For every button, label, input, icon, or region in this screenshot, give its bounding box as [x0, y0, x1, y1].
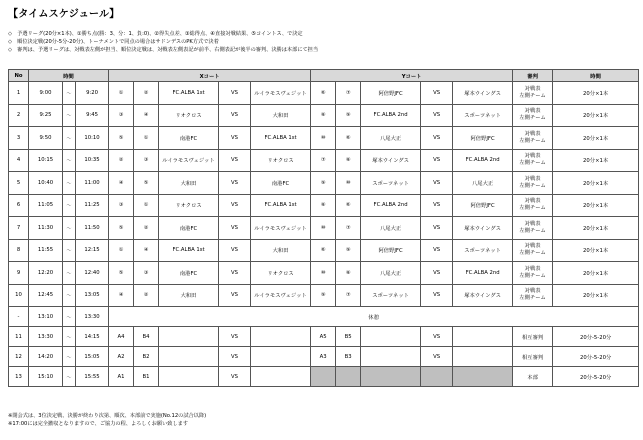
match-no: 5	[9, 172, 29, 195]
match-duration: 20分×1本	[553, 82, 639, 105]
match-duration: 20分-5-20分	[553, 327, 639, 347]
y-empty-cell	[421, 367, 453, 387]
time-separator: ～	[63, 104, 76, 127]
x-team-1	[159, 327, 219, 347]
x-team-1: FC.ALBA 1st	[159, 82, 219, 105]
referee-line-2: 左側チーム	[519, 272, 546, 279]
table-row	[9, 217, 639, 240]
match-no: 1	[9, 82, 29, 105]
start-time: 9:00	[29, 82, 63, 105]
x-vs: VS	[219, 82, 251, 105]
y-team-2: FC.ALBA 2nd	[453, 262, 513, 285]
x-seed-a: ⑤	[109, 262, 134, 285]
referee-cell: 相互審判	[513, 327, 553, 347]
y-empty-cell	[311, 367, 336, 387]
y-vs: VS	[421, 284, 453, 307]
end-time: 10:10	[76, 127, 109, 150]
end-time: 10:35	[76, 149, 109, 172]
referee-cell	[513, 262, 553, 285]
y-team-1: 塚本ウイングス	[361, 149, 421, 172]
x-team-2: リオクロス	[251, 262, 311, 285]
time-separator: ～	[63, 347, 76, 367]
referee-line-2: 左側チーム	[519, 137, 546, 144]
referee-line-1: 対戦表	[524, 153, 541, 160]
x-seed-b: ③	[134, 262, 159, 285]
x-vs: VS	[219, 262, 251, 285]
table-row	[9, 347, 639, 367]
time-separator: ～	[63, 172, 76, 195]
x-vs: VS	[219, 217, 251, 240]
x-vs: VS	[219, 104, 251, 127]
footer-notes	[8, 412, 206, 428]
table-row	[9, 172, 639, 195]
header-y-court: Yコート	[311, 70, 513, 82]
end-time: 9:45	[76, 104, 109, 127]
match-no: 6	[9, 194, 29, 217]
x-seed-a: ①	[109, 82, 134, 105]
y-seed-a: ⑩	[311, 262, 336, 285]
referee-cell: 相互審判	[513, 347, 553, 367]
referee-cell	[513, 284, 553, 307]
rules-notes	[8, 30, 318, 54]
x-seed-b: ②	[134, 284, 159, 307]
y-seed-a: ⑩	[311, 127, 336, 150]
match-duration: 20分-5-20分	[553, 347, 639, 367]
referee-line-1: 対戦表	[524, 243, 541, 250]
x-vs: VS	[219, 194, 251, 217]
x-seed-a: A2	[109, 347, 134, 367]
referee-line-1: 対戦表	[524, 85, 541, 92]
match-no: 9	[9, 262, 29, 285]
end-time: 12:40	[76, 262, 109, 285]
y-seed-a: ⑦	[311, 149, 336, 172]
x-seed-b: ②	[134, 217, 159, 240]
x-team-2: ルイラモスヴェジット	[251, 82, 311, 105]
match-duration: 20分×1本	[553, 172, 639, 195]
referee-cell: 本部	[513, 367, 553, 387]
x-vs: VS	[219, 367, 251, 387]
time-separator: ～	[63, 262, 76, 285]
header-referee: 審判	[513, 70, 553, 82]
start-time: 10:15	[29, 149, 63, 172]
x-seed-a: ②	[109, 149, 134, 172]
y-team-2: 塚本ウイングス	[453, 284, 513, 307]
match-duration: 20分×1本	[553, 217, 639, 240]
x-team-1	[159, 347, 219, 367]
match-duration: 20分×1本	[553, 262, 639, 285]
x-team-1	[159, 367, 219, 387]
referee-line-1: 対戦表	[524, 175, 541, 182]
start-time: 13:10	[29, 307, 63, 327]
x-vs: VS	[219, 127, 251, 150]
x-team-1: 大和田	[159, 284, 219, 307]
schedule-table	[8, 69, 639, 387]
x-team-2: 大和田	[251, 239, 311, 262]
x-vs: VS	[219, 172, 251, 195]
x-vs: VS	[219, 347, 251, 367]
y-seed-a: ⑥	[311, 82, 336, 105]
y-vs: VS	[421, 127, 453, 150]
y-team-1: スポーツネット	[361, 172, 421, 195]
match-duration: 20分×1本	[553, 194, 639, 217]
end-time: 9:20	[76, 82, 109, 105]
y-seed-a: A3	[311, 347, 336, 367]
x-team-2	[251, 367, 311, 387]
referee-line-2: 左側チーム	[519, 115, 546, 122]
note-league-rule: ◇ 予選リーグ(20分×1本)、①勝ち点(勝：3、分：1、負:0)、②得失点差、③総得点、④直接対戦結果、⑤コイントス、で決定	[8, 31, 303, 37]
end-time: 13:05	[76, 284, 109, 307]
table-row	[9, 262, 639, 285]
x-team-1: リオクロス	[159, 194, 219, 217]
y-seed-a: ⑥	[311, 239, 336, 262]
end-time: 11:25	[76, 194, 109, 217]
start-time: 10:40	[29, 172, 63, 195]
y-vs: VS	[421, 327, 453, 347]
y-vs: VS	[421, 104, 453, 127]
y-vs: VS	[421, 149, 453, 172]
y-vs: VS	[421, 347, 453, 367]
x-seed-a: ④	[109, 284, 134, 307]
referee-cell	[513, 194, 553, 217]
referee-line-1: 対戦表	[524, 288, 541, 295]
y-team-1	[361, 347, 421, 367]
header-duration: 時間	[553, 70, 639, 82]
y-team-2: FC.ALBA 2nd	[453, 149, 513, 172]
end-time: 15:05	[76, 347, 109, 367]
x-vs: VS	[219, 327, 251, 347]
referee-line-1: 対戦表	[524, 130, 541, 137]
table-row	[9, 239, 639, 262]
match-no: 8	[9, 239, 29, 262]
y-seed-b: B3	[336, 347, 361, 367]
time-separator: ～	[63, 307, 76, 327]
x-team-2: 大和田	[251, 104, 311, 127]
referee-line-1: 対戦表	[524, 108, 541, 115]
time-separator: ～	[63, 239, 76, 262]
x-seed-b: ③	[134, 149, 159, 172]
x-team-2: ルイラモスヴェジット	[251, 284, 311, 307]
table-row	[9, 284, 639, 307]
y-empty-cell	[453, 367, 513, 387]
x-seed-a: ④	[109, 172, 134, 195]
time-separator: ～	[63, 82, 76, 105]
x-team-1: 南港FC	[159, 262, 219, 285]
referee-cell	[513, 82, 553, 105]
y-seed-b: ⑨	[336, 104, 361, 127]
y-team-1: FC.ALBA 2nd	[361, 194, 421, 217]
y-team-2: 八尾大正	[453, 172, 513, 195]
table-header-row	[9, 70, 639, 82]
match-no: -	[9, 307, 29, 327]
start-time: 12:45	[29, 284, 63, 307]
x-seed-b: ①	[134, 194, 159, 217]
y-vs: VS	[421, 172, 453, 195]
y-team-2	[453, 327, 513, 347]
x-seed-a: ⑤	[109, 127, 134, 150]
y-team-1: スポーツネット	[361, 284, 421, 307]
referee-line-2: 左側チーム	[519, 250, 546, 257]
y-team-1: 八尾大正	[361, 217, 421, 240]
y-vs: VS	[421, 239, 453, 262]
y-seed-b: B5	[336, 327, 361, 347]
table-row	[9, 367, 639, 387]
referee-line-2: 左側チーム	[519, 92, 546, 99]
header-x-court: Xコート	[109, 70, 311, 82]
schedule-body	[9, 82, 639, 387]
y-seed-a: ⑨	[311, 284, 336, 307]
match-no: 3	[9, 127, 29, 150]
x-team-2: 南港FC	[251, 172, 311, 195]
start-time: 13:30	[29, 327, 63, 347]
start-time: 11:55	[29, 239, 63, 262]
y-seed-b: ⑦	[336, 284, 361, 307]
match-duration: 20分×1本	[553, 284, 639, 307]
x-team-1: ルイラモスヴェジット	[159, 149, 219, 172]
start-time: 14:20	[29, 347, 63, 367]
x-team-2: FC.ALBA 1st	[251, 194, 311, 217]
match-no: 10	[9, 284, 29, 307]
table-row	[9, 127, 639, 150]
y-team-2: 阿倍野JFC	[453, 194, 513, 217]
y-seed-a: ⑧	[311, 194, 336, 217]
y-team-1: FC.ALBA 2nd	[361, 104, 421, 127]
end-time: 12:15	[76, 239, 109, 262]
y-team-2: 塚本ウイングス	[453, 82, 513, 105]
referee-line-2: 左側チーム	[519, 160, 546, 167]
match-no: 11	[9, 327, 29, 347]
y-seed-b: ⑧	[336, 262, 361, 285]
end-time: 14:15	[76, 327, 109, 347]
y-seed-b: ⑨	[336, 239, 361, 262]
header-time: 時間	[29, 70, 109, 82]
match-no: 7	[9, 217, 29, 240]
note-placement-rule: ◇ 順位決定戦(20分-5分-20分)、トーナメントで同点の場合はサドンデスのPK方式で決着	[8, 39, 219, 45]
y-seed-a: A5	[311, 327, 336, 347]
y-seed-b: ⑩	[336, 172, 361, 195]
referee-line-2: 左側チーム	[519, 205, 546, 212]
y-vs: VS	[421, 262, 453, 285]
end-time: 11:50	[76, 217, 109, 240]
y-team-1: 八尾大正	[361, 262, 421, 285]
referee-cell	[513, 172, 553, 195]
referee-cell	[513, 217, 553, 240]
referee-line-1: 対戦表	[524, 265, 541, 272]
y-seed-b: ⑦	[336, 82, 361, 105]
x-team-2	[251, 327, 311, 347]
match-duration: 20分×1本	[553, 149, 639, 172]
y-seed-b: ⑥	[336, 194, 361, 217]
x-seed-b: B2	[134, 347, 159, 367]
x-seed-b: B4	[134, 327, 159, 347]
y-team-1: 阿倍野JFC	[361, 239, 421, 262]
end-time: 15:55	[76, 367, 109, 387]
end-time: 13:30	[76, 307, 109, 327]
referee-cell	[513, 127, 553, 150]
referee-cell	[513, 239, 553, 262]
table-row	[9, 104, 639, 127]
y-team-1: 阿倍野JFC	[361, 82, 421, 105]
time-separator: ～	[63, 149, 76, 172]
match-duration: 20分-5-20分	[553, 367, 639, 387]
start-time: 12:20	[29, 262, 63, 285]
y-vs: VS	[421, 194, 453, 217]
y-team-2: スポーツネット	[453, 104, 513, 127]
start-time: 11:05	[29, 194, 63, 217]
y-team-2: スポーツネット	[453, 239, 513, 262]
time-separator: ～	[63, 284, 76, 307]
x-vs: VS	[219, 284, 251, 307]
x-team-1: リオクロス	[159, 104, 219, 127]
x-seed-b: ②	[134, 82, 159, 105]
x-seed-b: ①	[134, 127, 159, 150]
x-team-2: ルイラモスヴェジット	[251, 217, 311, 240]
end-time: 11:00	[76, 172, 109, 195]
referee-cell	[513, 104, 553, 127]
match-duration: 20分×1本	[553, 127, 639, 150]
y-team-2: 塚本ウイングス	[453, 217, 513, 240]
x-vs: VS	[219, 149, 251, 172]
y-team-1: 八尾大正	[361, 127, 421, 150]
start-time: 15:10	[29, 367, 63, 387]
match-no: 13	[9, 367, 29, 387]
x-seed-b: ④	[134, 104, 159, 127]
y-team-2	[453, 347, 513, 367]
time-separator: ～	[63, 327, 76, 347]
referee-cell	[513, 149, 553, 172]
time-separator: ～	[63, 217, 76, 240]
x-team-1: 南港FC	[159, 217, 219, 240]
referee-line-2: 左側チーム	[519, 182, 546, 189]
y-seed-b: ⑦	[336, 217, 361, 240]
x-team-2	[251, 347, 311, 367]
table-row	[9, 82, 639, 105]
y-empty-cell	[336, 367, 361, 387]
x-seed-a: ③	[109, 104, 134, 127]
match-duration: 20分×1本	[553, 104, 639, 127]
x-seed-a: A1	[109, 367, 134, 387]
match-no: 2	[9, 104, 29, 127]
match-duration: 20分×1本	[553, 239, 639, 262]
referee-line-2: 左側チーム	[519, 295, 546, 302]
match-no: 4	[9, 149, 29, 172]
match-no: 12	[9, 347, 29, 367]
y-seed-a: ⑩	[311, 217, 336, 240]
time-separator: ～	[63, 127, 76, 150]
referee-line-1: 対戦表	[524, 198, 541, 205]
break-label: 休憩	[109, 307, 639, 327]
x-seed-a: ①	[109, 239, 134, 262]
table-row	[9, 149, 639, 172]
y-seed-b: ⑧	[336, 149, 361, 172]
y-seed-a: ⑧	[311, 104, 336, 127]
x-team-1: 南港FC	[159, 127, 219, 150]
table-row	[9, 194, 639, 217]
y-vs: VS	[421, 217, 453, 240]
x-seed-a: ⑤	[109, 217, 134, 240]
note-referee-rule: ◇ 審判は、予選リーグは、対戦表左側が担当、順位決定戦は、対戦表左側表記が前半、右側表記が後半の審判、決勝は本部にて担当	[8, 47, 319, 53]
x-team-1: 大和田	[159, 172, 219, 195]
time-separator: ～	[63, 194, 76, 217]
y-seed-a: ⑨	[311, 172, 336, 195]
x-seed-b: ⑤	[134, 172, 159, 195]
start-time: 11:30	[29, 217, 63, 240]
start-time: 9:25	[29, 104, 63, 127]
x-seed-b: B1	[134, 367, 159, 387]
x-team-1: FC.ALBA 1st	[159, 239, 219, 262]
footer-note-withdrawal: ※17:00には完全撤収となりますので、ご協力の程、よろしくお願い致します	[8, 421, 189, 427]
table-row	[9, 327, 639, 347]
footer-note-ceremony: ※閉会式は、3位決定戦、決勝が終わり次第、順次、本部前で実施(No.12の試合以降)	[8, 413, 207, 419]
y-vs: VS	[421, 82, 453, 105]
y-team-2: 阿倍野JFC	[453, 127, 513, 150]
x-seed-a: ③	[109, 194, 134, 217]
time-separator: ～	[63, 367, 76, 387]
x-team-2: リオクロス	[251, 149, 311, 172]
y-empty-cell	[361, 367, 421, 387]
header-no: No	[9, 70, 29, 82]
x-team-2: FC.ALBA 1st	[251, 127, 311, 150]
x-vs: VS	[219, 239, 251, 262]
x-seed-a: A4	[109, 327, 134, 347]
x-seed-b: ④	[134, 239, 159, 262]
y-seed-b: ⑥	[336, 127, 361, 150]
start-time: 9:50	[29, 127, 63, 150]
referee-line-2: 左側チーム	[519, 227, 546, 234]
y-team-1	[361, 327, 421, 347]
page-title: 【タイムスケジュール】	[8, 9, 120, 20]
referee-line-1: 対戦表	[524, 220, 541, 227]
break-row	[9, 307, 639, 327]
